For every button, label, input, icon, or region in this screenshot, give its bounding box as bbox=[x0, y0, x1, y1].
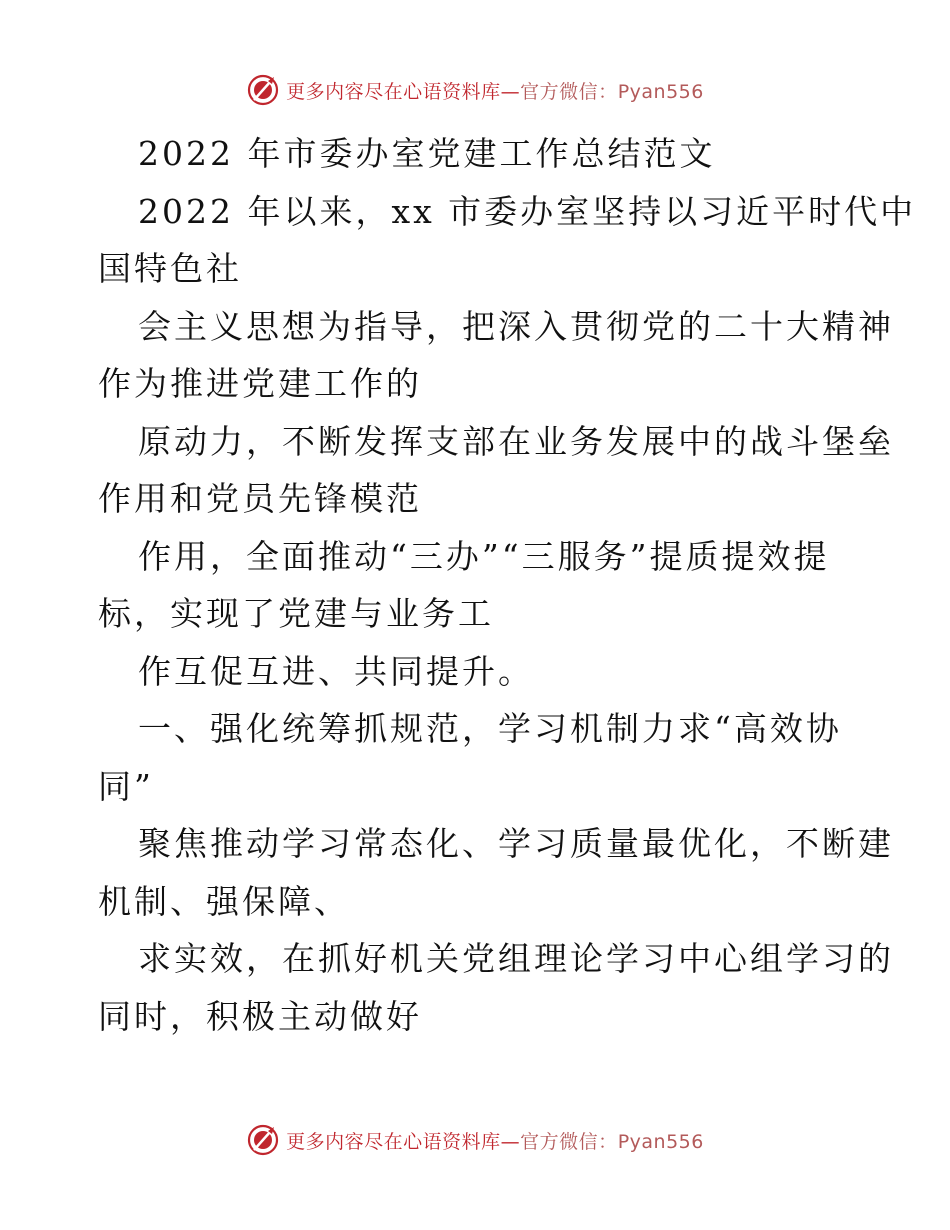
paragraph-line: 会主义思想为指导，把深入贯彻党的二十大精神 bbox=[138, 306, 894, 346]
paragraph-line: 作用，全面推动“三办”“三服务”提质提效提 bbox=[138, 536, 830, 576]
paragraph-line: 同时，积极主动做好 bbox=[98, 996, 422, 1036]
banner-text bbox=[286, 1127, 704, 1154]
paragraph-line: 原动力，不断发挥支部在业务发展中的战斗堡垒 bbox=[138, 421, 894, 461]
document-body bbox=[98, 125, 917, 1045]
document-title: 2022 年市委办室党建工作总结范文 bbox=[138, 134, 716, 173]
paragraph-line: 作互促互进、共同提升。 bbox=[138, 651, 534, 691]
section-heading-continuation: 同” bbox=[98, 766, 154, 806]
banner-wechat-id: Pyan556 bbox=[617, 1130, 704, 1153]
paragraph-line: 聚焦推动学习常态化、学习质量最优化，不断建 bbox=[138, 824, 894, 863]
footer-banner bbox=[0, 1120, 950, 1160]
banner-wechat-label: 官方微信： bbox=[520, 80, 618, 103]
header-banner bbox=[0, 70, 950, 110]
paragraph-line: 求实效，在抓好机关党组理论学习中心组学习的 bbox=[138, 939, 894, 978]
banner-main-text: 更多内容尽在心语资料库— bbox=[286, 80, 521, 103]
paragraph-line: 标，实现了党建与业务工 bbox=[98, 594, 494, 633]
banner-wechat-label: 官方微信： bbox=[520, 1130, 618, 1153]
banner-text bbox=[286, 77, 704, 104]
pen-seal-icon bbox=[246, 73, 280, 107]
paragraph-line: 2022 年以来，xx 市委办室坚持以习近平时代中 bbox=[138, 191, 917, 231]
section-heading: 一、强化统筹抓规范，学习机制力求“高效协 bbox=[138, 709, 842, 748]
paragraph-line: 国特色社 bbox=[98, 249, 242, 288]
pen-seal-icon bbox=[246, 1123, 280, 1157]
banner-wechat-id: Pyan556 bbox=[617, 80, 704, 103]
paragraph-line: 作为推进党建工作的 bbox=[98, 364, 422, 403]
paragraph-line: 作用和党员先锋模范 bbox=[98, 479, 422, 518]
banner-main-text: 更多内容尽在心语资料库— bbox=[286, 1130, 521, 1153]
paragraph-line: 机制、强保障、 bbox=[98, 881, 350, 921]
